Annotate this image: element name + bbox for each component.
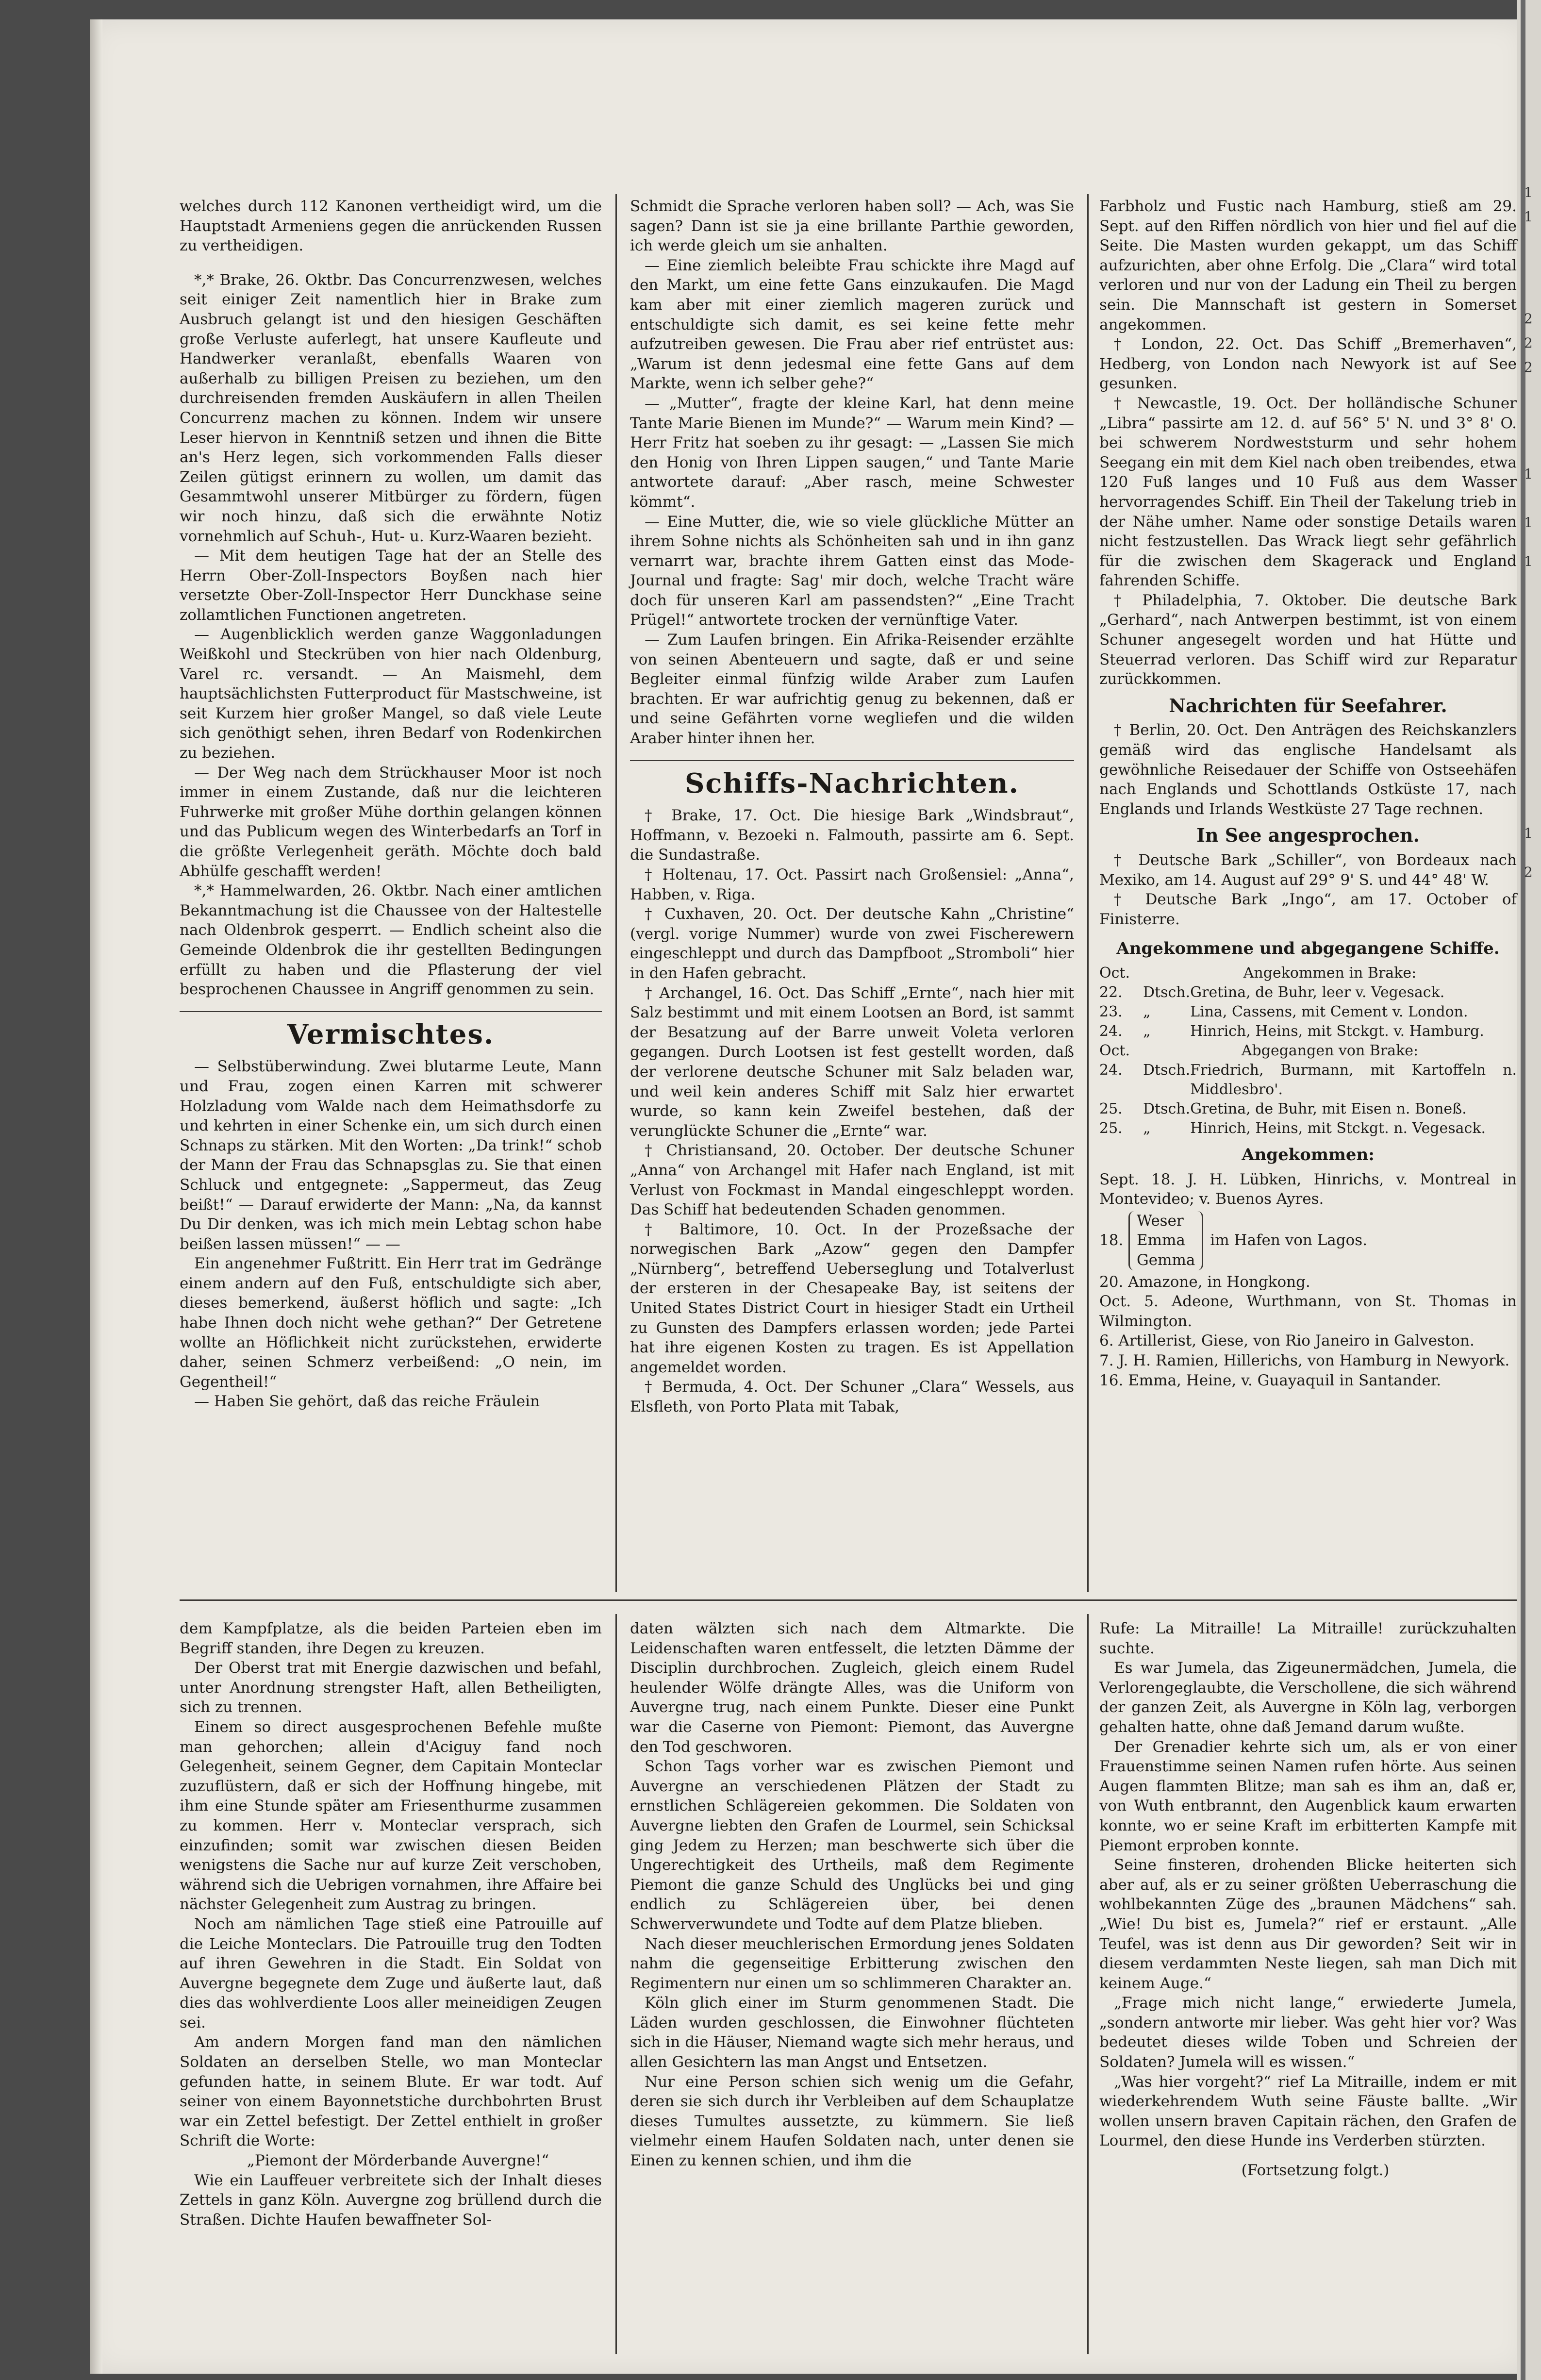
- table-cell: Dtsch.: [1143, 1061, 1191, 1079]
- table-cell: Dtsch.: [1143, 1100, 1191, 1117]
- brace-group: [1099, 1211, 1517, 1270]
- paragraph: † Archangel, 16. Oct. Das Schiff „Ernte“, nach hier mit Salz bestimmt und mit einem Lootsen an Bord, ist sammt der Besatzung auf der Barre unweit Voleta verloren gegangen. Durch Lootsen ist fest gestellt worden, daß der verlorene deutsche Schuner mit Salz beladen war, und weil kein anderes Schiff mit Salz hier erwartet wurde, so kann kein Zweifel bestehen, daß der verunglückte Schuner die „Ernte“ war.: [630, 984, 1074, 1140]
- next-page-edge: [1517, 0, 1541, 2380]
- section-heading: Vermischtes.: [287, 1018, 495, 1050]
- column-2: [630, 197, 1074, 1417]
- ship-name: Weser: [1137, 1212, 1184, 1230]
- continued-note: (Fortsetzung folgt.): [1241, 2162, 1390, 2180]
- paragraph: Nach dieser meuchlerischen Ermordung jenes Soldaten nahm die gegenseitige Erbitterung zwischen den Regimentern nur einen um so schlimmeren Charakter an.: [630, 1935, 1074, 1992]
- column-3: [1099, 197, 1517, 1390]
- margin-digit: 2: [1524, 864, 1533, 880]
- brace-names: [1128, 1211, 1203, 1270]
- table-cell: „: [1143, 1022, 1151, 1040]
- subheading: In See angesprochen.: [1196, 824, 1420, 847]
- margin-digit: 2: [1524, 359, 1533, 375]
- table-cell: Dtsch.: [1143, 983, 1191, 1001]
- paragraph: Sept. 18. J. H. Lübken, Hinrichs, v. Montreal in Montevideo; v. Buenos Ayres.: [1099, 1170, 1517, 1208]
- ship-name: Emma: [1137, 1232, 1185, 1249]
- paragraph: — Selbstüberwindung. Zwei blutarme Leute, Mann und Frau, zogen einen Karren mit schwerer Holzladung vom Walde nach dem Heimathsdorfe zu und kehrten in einer Schenke ein, um sich durch einen Schnaps zu stärken. Mit den Worten: „Da trink!“ schob der Mann der Frau das Schnapsglas zu. Sie that einen Schluck und entgegnete: „Sappermeut, das Zeug beißt!“ — Darauf erwiderte der Mann: „Na, da kannst Du Dir denken, was ich mich mein Lebtag schon habe beißen lassen müssen!“ — —: [180, 1058, 602, 1253]
- margin-digit: 1: [1524, 466, 1533, 482]
- margin-digit: 1: [1524, 553, 1533, 569]
- table-row: [1099, 1022, 1517, 1041]
- table-cell: Abgegangen von Brake:: [1241, 1042, 1419, 1059]
- divider: [630, 760, 1074, 761]
- paragraph: Es war Jumela, das Zigeunermädchen, Jumela, die Verlorengeglaubte, die Verschollene, die sich während der ganzen Zeit, als Auvergne in Köln lag, verborgen gehalten hatte, ohne daß Jemand darum wußte.: [1099, 1659, 1517, 1736]
- table-cell: „: [1143, 1119, 1151, 1137]
- arrivals-table: [1099, 964, 1517, 1138]
- paragraph: † Newcastle, 19. Oct. Der holländische Schuner „Libra“ passirte am 12. d. auf 56° 5' N. und 3° 8' O. bei schwerem Nordweststurm und sehr hohem Seegang ein mit dem Kiel nach oben treibendes, etwa 120 Fuß langes und 10 Fuß aus dem Wasser hervorragendes Schiff. Ein Theil der Takelung trieb in der Nähe umher. Name oder sonstige Details waren nicht festzustellen. Das Wrack liegt sehr gefährlich für die zwischen dem Skagerack und England fahrenden Schiffe.: [1099, 394, 1517, 590]
- paragraph: *,* Hammelwarden, 26. Oktbr. Nach einer amtlichen Bekanntmachung ist die Chaussee von der Haltestelle nach Oldenbrok gesperrt. — Endlich scheint also die Gemeinde Oldenbrok die ihr gestellten Bedingungen erfüllt zu haben und die Pflasterung der viel besprochenen Chaussee in Angriff genommen zu sein.: [180, 882, 602, 999]
- paragraph: *,* Brake, 26. Oktbr. Das Concurrenzwesen, welches seit einiger Zeit namentlich hier in Brake zum Ausbruch gelangt ist und den hiesigen Geschäften große Verluste auferlegt, hat unsere Kaufleute und Handwerker veranlaßt, ebenfalls Waaren von außerhalb zu billigen Preisen zu beziehen, um den durchreisenden fremden Auskäufern in allen Theilen Concurrenz machen zu können. Indem wir unsere Leser hiervon in Kenntniß setzen und ihnen die Bitte an's Herz legen, sich vorkommenden Falls dieser Zeilen gütigst erinnern zu wollen, um damit das Gesammtwohl unserer Mitbürger zu fördern, fügen wir noch hinzu, daß sich die erwähnte Notiz vornehmlich auf Schuh-, Hut- u. Kurz-Waaren bezieht.: [180, 271, 602, 545]
- paragraph: — Haben Sie gehört, daß das reiche Fräulein: [194, 1393, 540, 1411]
- table-cell: 23.: [1099, 1003, 1123, 1020]
- paragraph: Schon Tags vorher war es zwischen Piemont und Auvergne an verschiedenen Plätzen der Stadt zu ernstlichen Schlägereien gekommen. Die Soldaten von Auvergne liebten den Grafen de Lourmel, sein Schicksal ging Jedem zu Herzen; man beschwerte sich über die Ungerechtigkeit des Urtheils, maß dem Regimente Piemont die ganze Schuld des Unglücks bei und ging endlich zu Schlägereien über, bei denen Schwerverwundete und Todte auf dem Platze blieben.: [630, 1758, 1074, 1933]
- paragraph: dem Kampfplatze, als die beiden Parteien eben im Begriff standen, ihre Degen zu kreuzen.: [180, 1620, 602, 1657]
- paragraph: — Zum Laufen bringen. Ein Afrika-Reisender erzählte von seinen Abenteuern und sagte, daß er und seine Begleiter einmal fünfzig wilde Araber zum Laufen brachten. Er war aufrichtig genug zu bekennen, daß er und seine Gefährten vorne wegliefen und die wilden Araber hinter ihnen her.: [630, 631, 1074, 748]
- table-cell: Oct.: [1099, 964, 1130, 982]
- table-cell: Hinrich, Heins, mit Stckgt. n. Vegesack.: [1190, 1119, 1486, 1137]
- paragraph: daten wälzten sich nach dem Altmarkte. Die Leidenschaften waren entfesselt, die letzten Dämme der Disciplin durchbrochen. Zugleich, gleich einem Rudel heulender Wölfe drängte Alles, was die Uniform von Auvergne trug, nach einem Punkte. Dieser eine Punkt war die Caserne von Piemont: Piemont, das Auvergne den Tod geschworen.: [630, 1620, 1074, 1756]
- table-cell: „: [1143, 1003, 1151, 1020]
- table-cell: Gretina, de Buhr, mit Eisen n. Boneß.: [1190, 1100, 1467, 1117]
- column-rule: [1087, 194, 1089, 1592]
- table-row: [1099, 1002, 1517, 1022]
- paragraph: † Bermuda, 4. Oct. Der Schuner „Clara“ Wessels, aus Elsfleth, von Porto Plata mit Tabak,: [630, 1378, 1074, 1416]
- margin-digit: 1: [1524, 825, 1533, 841]
- paragraph: 16. Emma, Heine, v. Guayaquil in Santander.: [1099, 1371, 1442, 1389]
- paragraph: Köln glich einer im Sturm genommenen Stadt. Die Läden wurden geschlossen, die Einwohner flüchteten sich in die Häuser, Niemand wagte sich mehr heraus, und allen Gesichtern las man Angst und Entsetzen.: [630, 1994, 1074, 2071]
- paragraph: — Mit dem heutigen Tage hat der an Stelle des Herrn Ober-Zoll-Inspectors Boyßen nach hier versetzte Ober-Zoll-Inspector Herr Dunckhase seine zollamtlichen Functionen angetreten.: [180, 547, 602, 624]
- column-rule: [615, 1614, 617, 2354]
- paragraph: † London, 22. Oct. Das Schiff „Bremerhaven“, Hedberg, von London nach Newyork ist auf See gesunken.: [1099, 335, 1517, 393]
- table-row: [1099, 983, 1517, 1002]
- table-cell: 24.: [1099, 1061, 1123, 1079]
- paragraph: † Christiansand, 20. October. Der deutsche Schuner „Anna“ von Archangel mit Hafer nach England, ist mit Verlust von Fockmast in Mandal eingeschleppt worden. Das Schiff hat bedeutenden Schaden genommen.: [630, 1142, 1074, 1219]
- page-binding-shadow: [90, 19, 102, 2374]
- table-cell: 25.: [1099, 1119, 1123, 1137]
- paragraph: † Deutsche Bark „Ingo“, am 17. October of Finisterre.: [1099, 891, 1517, 928]
- table-row: [1099, 1099, 1517, 1119]
- table-cell: 25.: [1099, 1100, 1123, 1117]
- paragraph: — Eine Mutter, die, wie so viele glückliche Mütter an ihrem Sohne nichts als Schönheiten sah und in ihn ganz vernarrt war, brachte ihrem Gatten einst das Mode-Journal und fragte: Sag' mir doch, welche Tracht wäre doch für unseren Karl am passendsten?“ „Eine Tracht Prügel!“ antwortete trocken der vernünftige Vater.: [630, 513, 1074, 629]
- section-heading: Schiffs-Nachrichten.: [684, 767, 1020, 799]
- paragraph: Farbholz und Fustic nach Hamburg, stieß am 29. Sept. auf den Riffen nördlich von hier und fiel auf die Seite. Die Masten wurden gekappt, um das Schiff aufzurichten, aber ohne Erfolg. Die „Clara“ wird total verloren und nur von der Ladung ein Theil zu bergen sein. Die Mannschaft ist gestern in Somerset angekommen.: [1099, 198, 1517, 333]
- column-rule: [615, 194, 617, 1592]
- table-row: [1099, 1119, 1517, 1138]
- margin-digit: 1: [1524, 209, 1533, 225]
- table-row: [1099, 1061, 1517, 1099]
- ship-name: Gemma: [1137, 1251, 1195, 1269]
- paragraph: 20. Amazone, in Hongkong.: [1099, 1273, 1310, 1291]
- paragraph: — Eine ziemlich beleibte Frau schickte ihre Magd auf den Markt, um eine fette Gans einzukaufen. Die Magd kam aber mit einer ziemlich mageren zurück und entschuldigte sich damit, es sei keine fette mehr aufzutreiben gewesen. Die Frau aber rief entrüstet aus: „Warum ist denn jedesmal eine fette Gans auf dem Markte, wenn ich selber gehe?“: [630, 256, 1074, 393]
- margin-digit: 1: [1524, 184, 1533, 200]
- paragraph: „Frage mich nicht lange,“ erwiederte Jumela, „sondern antworte mir lieber. Was geht hier vor? Was bedeutet dieses wilde Toben und Schreien der Soldaten? Jumela will es wissen.“: [1099, 1994, 1517, 2071]
- paragraph: † Cuxhaven, 20. Oct. Der deutsche Kahn „Christine“ (vergl. vorige Nummer) wurde von zwei Fischerewern eingeschleppt und durch das Dampfboot „Stromboli“ hier in den Hafen gebracht.: [630, 905, 1074, 982]
- paragraph: „Was hier vorgeht?“ rief La Mitraille, indem er mit wiederkehrendem Wuth seine Fäuste ballte. „Wir wollen unsern braven Capitain rächen, den Grafen de Lourmel, den diese Hunde ins Verderben stürzten.: [1099, 2073, 1517, 2150]
- table-cell: Angekommen in Brake:: [1243, 964, 1417, 982]
- paragraph: Wie ein Lauffeuer verbreitete sich der Inhalt dieses Zettels in ganz Köln. Auvergne zog brüllend durch die Straßen. Dichte Haufen bewaffneter Sol-: [180, 2171, 602, 2229]
- paragraph: 7. J. H. Ramien, Hillerichs, von Hamburg in Newyork.: [1099, 1351, 1510, 1369]
- divider: [180, 1011, 602, 1012]
- section-rule: [180, 1599, 1517, 1601]
- paragraph: „Piemont der Mörderbande Auvergne!“: [247, 2152, 549, 2170]
- brace-number: 18.: [1099, 1232, 1124, 1249]
- column-rule: [1087, 1614, 1089, 2354]
- paragraph: Ein angenehmer Fußtritt. Ein Herr trat im Gedränge einem andern auf den Fuß, entschuldigte sich aber, dieses bemerkend, äußerst höflich und sagte: „Ich habe Ihnen doch nicht wehe gethan?“ Der Getretene wollte an Höflichkeit nicht zurückstehen, erwiderte daher, seinen Schmerz verbeißend: „O nein, im Gegentheil!“: [180, 1255, 602, 1391]
- table-cell: Oct.: [1099, 1042, 1130, 1059]
- table-cell: Lina, Cassens, mit Cement v. London.: [1190, 1003, 1468, 1020]
- paragraph: Nur eine Person schien sich wenig um die Gefahr, deren sie sich durch ihr Verbleiben auf dem Schauplatze dieses Tumultes aussetzte, zu kümmern. Sie ließ vielmehr einem Haufen Soldaten nach, unter denen sie Einen zu kennen schien, und ihm die: [630, 2073, 1074, 2170]
- paragraph: Der Grenadier kehrte sich um, als er von einer Frauenstimme seinen Namen rufen hörte. Aus seinen Augen flammten Blitze; man sah es ihm an, daß er, von Wuth entbrannt, den Augenblick kaum erwarten konnte, wo er seine Kraft im erbitterten Kampfe mit Piemont erproben konnte.: [1099, 1738, 1517, 1854]
- paragraph: Schmidt die Sprache verloren haben soll? — Ach, was Sie sagen? Dann ist sie ja eine brillante Parthie geworden, ich werde gleich um sie anhalten.: [630, 198, 1074, 255]
- margin-digit: 1: [1524, 515, 1533, 531]
- subheading: Angekommen:: [1242, 1145, 1375, 1165]
- subheading: Nachrichten für Seefahrer.: [1169, 694, 1447, 716]
- paragraph: † Brake, 17. Oct. Die hiesige Bark „Windsbraut“, Hoffmann, v. Bezoeki n. Falmouth, passirte am 6. Sept. die Sundastraße.: [630, 807, 1074, 864]
- column-5: [630, 1619, 1074, 2171]
- paragraph: Der Oberst trat mit Energie dazwischen und befahl, unter Anordnung strengster Haft, allen Betheiligten, sich zu trennen.: [180, 1659, 602, 1716]
- paragraph: Einem so direct ausgesprochenen Befehle mußte man gehorchen; allein d'Aciguy fand noch Gelegenheit, seinem Gegner, dem Capitain Monteclar zuzuflüstern, daß er sich der Hoffnung hingebe, mit ihm eine Stunde später am Friesenthurme zusammen zu kommen. Herr v. Monteclar versprach, sich einzufinden; somit war zwischen diesen Beiden wenigstens die Sache nur auf kurze Zeit verschoben, während sich die Uebrigen vornahmen, ihre Affaire bei nächster Gelegenheit zum Austrag zu bringen.: [180, 1718, 602, 1914]
- paragraph: † Philadelphia, 7. Oktober. Die deutsche Bark „Gerhard“, nach Antwerpen bestimmt, ist von einem Schuner angesegelt worden und hat Hütte und Steuerrad verloren. Das Schiff wird zur Reparatur zurückkommen.: [1099, 591, 1517, 688]
- paragraph: † Baltimore, 10. Oct. In der Prozeßsache der norwegischen Bark „Azow“ gegen den Dampfer „Nürnberg“, betreffend Ueberseglung und Totalverlust der ersteren in der Chesapeake Bay, ist seitens der United States District Court in hiesiger Stadt ein Urtheil zu Gunsten des Dampfers erlassen worden; jede Partei hat ihre eigenen Kosten zu tragen. Es ist Appellation angemeldet worden.: [630, 1220, 1074, 1376]
- paragraph: — Der Weg nach dem Strückhauser Moor ist noch immer in einem Zustande, daß nur die leichteren Fuhrwerke mit großer Mühe dorthin gelangen können und das Publicum wegen des Winterbedarfs an Torf in die größte Verlegenheit geräth. Möchte doch bald Abhülfe geschafft werden!: [180, 764, 602, 880]
- paragraph: — Augenblicklich werden ganze Waggonladungen Weißkohl und Steckrüben von hier nach Oldenburg, Varel rc. versandt. — An Maismehl, dem hauptsächlichsten Futterproduct für Mastschweine, ist seit Kurzem hier großer Mangel, so daß viele Leute sich genöthigt sehen, ihren Bedarf von Rodenkirchen zu beziehen.: [180, 626, 602, 762]
- paragraph: Seine finsteren, drohenden Blicke heiterten sich aber auf, als er zu seiner größten Ueberraschung die wohlbekannten Züge des „braunen Mädchens“ sah. „Wie! Du bist es, Jumela?“ rief er erstaunt. „Alle Teufel, was ist denn aus Dir geworden? Seit wir in diesem verdammten Neste liegen, sah man Dich mit keinem Auge.“: [1099, 1856, 1517, 1992]
- brace-text: im Hafen von Lagos.: [1210, 1232, 1368, 1249]
- table-cell: Hinrich, Heins, mit Stckgt. v. Hamburg.: [1190, 1022, 1484, 1040]
- column-6: [1099, 1619, 1517, 2180]
- margin-digit: 2: [1524, 335, 1533, 351]
- table-cell: 22.: [1099, 983, 1123, 1001]
- paragraph: Noch am nämlichen Tage stieß eine Patrouille auf die Leiche Monteclars. Die Patrouille trug den Todten auf ihren Gewehren in die Stadt. Ein Soldat von Auvergne begegnete dem Zuge und äußerte laut, daß dies das wohlverdiente Loos aller meineidigen Zeugen sei.: [180, 1915, 602, 2031]
- paragraph: † Berlin, 20. Oct. Den Anträgen des Reichskanzlers gemäß wird das englische Handelsamt als gewöhnliche Reisedauer der Schiffe von Ostseehäfen nach Englands und Schottlands Ostküste 17, nach Englands und Irlands Westküste 27 Tage rechnen.: [1099, 721, 1517, 818]
- paragraph: — „Mutter“, fragte der kleine Karl, hat denn meine Tante Marie Bienen im Munde?“ — Warum mein Kind? — Herr Fritz hat soeben zu ihr gesagt: — „Lassen Sie mich den Honig von Ihren Lippen saugen,“ und Tante Marie antwortete darauf: „Aber rasch, meine Schwester kömmt“.: [630, 394, 1074, 511]
- paragraph: † Holtenau, 17. Oct. Passirt nach Großensiel: „Anna“, Habben, v. Riga.: [630, 866, 1074, 903]
- margin-digit: 2: [1524, 311, 1533, 327]
- paragraph: 6. Artillerist, Giese, von Rio Janeiro in Galveston.: [1099, 1332, 1475, 1350]
- table-cell: 24.: [1099, 1022, 1123, 1040]
- paragraph: welches durch 112 Kanonen vertheidigt wird, um die Hauptstadt Armeniens gegen die anrückenden Russen zu vertheidigen.: [180, 198, 602, 255]
- column-1: [180, 197, 602, 1412]
- subheading: Angekommene und abgegangene Schiffe.: [1116, 939, 1500, 959]
- paragraph: Rufe: La Mitraille! La Mitraille! zurückzuhalten suchte.: [1099, 1620, 1517, 1657]
- paragraph: † Deutsche Bark „Schiller“, von Bordeaux nach Mexiko, am 14. August auf 29° 9' S. und 44° 48' W.: [1099, 851, 1517, 889]
- paragraph: Am andern Morgen fand man den nämlichen Soldaten an derselben Stelle, wo man Monteclar gefunden hatte, in seinem Blute. Er war todt. Auf seiner von einem Bayonnetstiche durchbohrten Brust war ein Zettel befestigt. Der Zettel enthielt in großer Schrift die Worte:: [180, 2033, 602, 2150]
- table-cell: Friedrich, Burmann, mit Kartoffeln n. Middlesbro'.: [1190, 1061, 1517, 1098]
- paragraph: Oct. 5. Adeone, Wurthmann, von St. Thomas in Wilmington.: [1099, 1293, 1517, 1330]
- column-4: [180, 1619, 602, 2230]
- table-cell: Gretina, de Buhr, leer v. Vegesack.: [1190, 983, 1445, 1001]
